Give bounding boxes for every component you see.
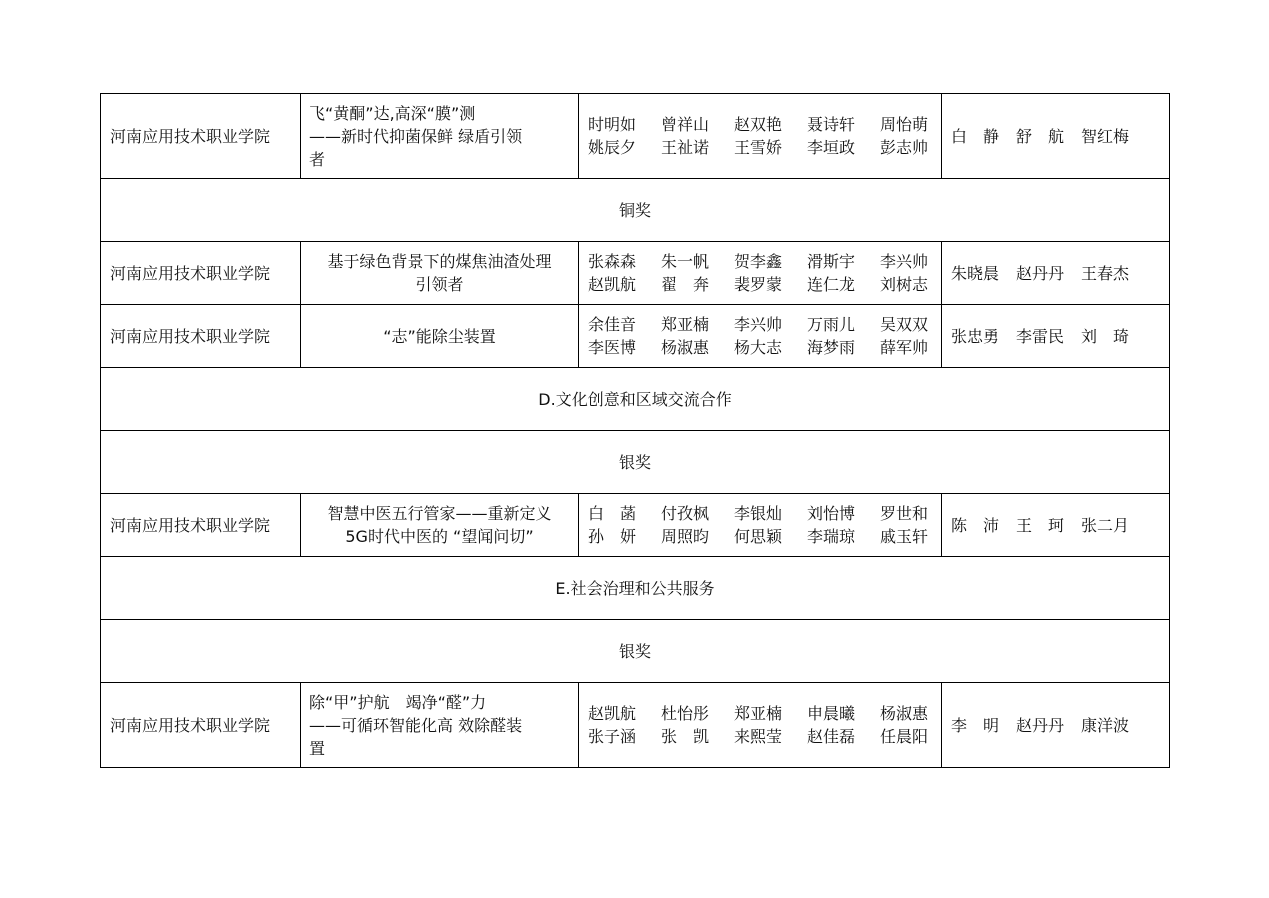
member-name: 张 凯 — [661, 727, 710, 746]
members-cell — [579, 94, 942, 179]
member-name: 曾祥山 — [661, 115, 710, 134]
member-name: 付孜枫 — [661, 504, 710, 523]
school-cell: 河南应用技术职业学院 — [101, 305, 301, 368]
member-name: 万雨儿 — [807, 315, 856, 334]
table-row — [101, 683, 1170, 768]
project-line: “志”能除尘装置 — [383, 326, 496, 346]
member-name: 杨大志 — [734, 338, 783, 357]
members-cell — [579, 305, 942, 368]
member-name: 滑斯宇 — [807, 252, 856, 271]
school-cell: 河南应用技术职业学院 — [101, 242, 301, 305]
project-line: 智慧中医五行管家——重新定义 — [327, 504, 552, 523]
members-line — [588, 273, 941, 296]
member-name: 聂诗轩 — [807, 115, 856, 134]
advisor-name: 朱晓晨 — [951, 263, 1000, 283]
member-name: 郑亚楠 — [734, 704, 783, 723]
project-line: 除“甲”护航 竭净“醛”力 — [309, 692, 487, 712]
member-name: 赵双艳 — [734, 115, 783, 134]
member-name: 白 菡 — [588, 504, 637, 523]
members-cell — [579, 494, 942, 557]
member-name: 薛军帅 — [880, 338, 929, 357]
member-name: 刘怡博 — [807, 504, 856, 523]
member-name: 王祉诺 — [661, 138, 710, 157]
advisors-cell — [942, 305, 1170, 368]
advisor-name: 刘 琦 — [1081, 326, 1130, 346]
member-name: 王雪娇 — [734, 138, 783, 157]
school-cell: 河南应用技术职业学院 — [101, 94, 301, 179]
member-name: 何思颖 — [734, 527, 783, 546]
members-line — [588, 136, 941, 159]
member-name: 刘树志 — [880, 275, 929, 294]
members-line — [588, 702, 941, 725]
member-name: 余佳音 — [588, 315, 637, 334]
awards-table — [100, 93, 1170, 768]
section-row — [101, 179, 1170, 242]
members-line — [588, 502, 941, 525]
members-line — [588, 725, 941, 748]
member-name: 杨淑惠 — [880, 704, 929, 723]
member-name: 裴罗蒙 — [734, 275, 783, 294]
advisor-name: 李雷民 — [1016, 326, 1065, 346]
table-row — [101, 494, 1170, 557]
advisors-cell — [942, 242, 1170, 305]
award-level-heading: 铜奖 — [101, 179, 1170, 242]
category-heading: E.社会治理和公共服务 — [101, 557, 1170, 620]
member-name: 赵凯航 — [588, 704, 637, 723]
project-line: ——可循环智能化高 效除醛装 — [309, 715, 523, 735]
advisor-name: 王 珂 — [1016, 515, 1065, 535]
member-name: 张森森 — [588, 252, 637, 271]
members-line — [588, 525, 941, 548]
school-cell: 河南应用技术职业学院 — [101, 683, 301, 768]
member-name: 赵佳磊 — [807, 727, 856, 746]
member-name: 翟 奔 — [661, 275, 710, 294]
advisor-name: 赵丹丹 — [1016, 715, 1065, 735]
member-name: 李垣政 — [807, 138, 856, 157]
member-name: 周怡萌 — [880, 115, 929, 134]
section-row — [101, 620, 1170, 683]
member-name: 来熙莹 — [734, 727, 783, 746]
advisor-name: 赵丹丹 — [1016, 263, 1065, 283]
members-line — [588, 250, 941, 273]
member-name: 李医博 — [588, 338, 637, 357]
member-name: 郑亚楠 — [661, 315, 710, 334]
project-cell — [301, 683, 579, 768]
advisor-name: 张忠勇 — [951, 326, 1000, 346]
member-name: 彭志帅 — [880, 138, 929, 157]
project-line: 5G时代中医的 “望闻问切” — [345, 527, 534, 546]
section-row — [101, 557, 1170, 620]
member-name: 张子涵 — [588, 727, 637, 746]
member-name: 杜怡彤 — [661, 704, 710, 723]
project-cell — [301, 242, 579, 305]
project-cell — [301, 494, 579, 557]
project-line: 基于绿色背景下的煤焦油渣处理 — [327, 252, 552, 271]
project-cell — [301, 305, 579, 368]
member-name: 任晨阳 — [880, 727, 929, 746]
member-name: 海梦雨 — [807, 338, 856, 357]
advisor-name: 白 静 — [951, 126, 1000, 146]
member-name: 孙 妍 — [588, 527, 637, 546]
member-name: 吴双双 — [880, 315, 929, 334]
table-row — [101, 305, 1170, 368]
table-row — [101, 94, 1170, 179]
advisor-name: 康洋波 — [1081, 715, 1130, 735]
project-line: ——新时代抑菌保鲜 绿盾引领 — [309, 126, 523, 146]
members-line — [588, 336, 941, 359]
project-line: 者 — [309, 149, 326, 169]
member-name: 赵凯航 — [588, 275, 637, 294]
advisor-name: 智红梅 — [1081, 126, 1130, 146]
project-line: 引领者 — [415, 275, 464, 294]
advisors-cell — [942, 494, 1170, 557]
advisor-name: 王春杰 — [1081, 263, 1130, 283]
advisor-name: 李 明 — [951, 715, 1000, 735]
section-row — [101, 368, 1170, 431]
advisors-cell — [942, 683, 1170, 768]
project-cell — [301, 94, 579, 179]
member-name: 贺李鑫 — [734, 252, 783, 271]
member-name: 罗世和 — [880, 504, 929, 523]
advisors-cell — [942, 94, 1170, 179]
members-cell — [579, 242, 942, 305]
member-name: 周照昀 — [661, 527, 710, 546]
section-row — [101, 431, 1170, 494]
table-row — [101, 242, 1170, 305]
members-line — [588, 113, 941, 136]
member-name: 李兴帅 — [880, 252, 929, 271]
award-level-heading: 银奖 — [101, 431, 1170, 494]
member-name: 姚辰夕 — [588, 138, 637, 157]
project-line: 飞“黄酮”达,高深“膜”测 — [309, 103, 476, 123]
member-name: 李瑞琼 — [807, 527, 856, 546]
award-level-heading: 银奖 — [101, 620, 1170, 683]
category-heading: D.文化创意和区域交流合作 — [101, 368, 1170, 431]
project-line: 置 — [309, 738, 326, 758]
member-name: 李银灿 — [734, 504, 783, 523]
advisor-name: 张二月 — [1081, 515, 1130, 535]
member-name: 李兴帅 — [734, 315, 783, 334]
advisor-name: 舒 航 — [1016, 126, 1065, 146]
members-line — [588, 313, 941, 336]
advisor-name: 陈 沛 — [951, 515, 1000, 535]
member-name: 连仁龙 — [807, 275, 856, 294]
member-name: 杨淑惠 — [661, 338, 710, 357]
member-name: 朱一帆 — [661, 252, 710, 271]
members-cell — [579, 683, 942, 768]
school-cell: 河南应用技术职业学院 — [101, 494, 301, 557]
member-name: 戚玉轩 — [880, 527, 929, 546]
member-name: 申晨曦 — [807, 704, 856, 723]
member-name: 时明如 — [588, 115, 637, 134]
